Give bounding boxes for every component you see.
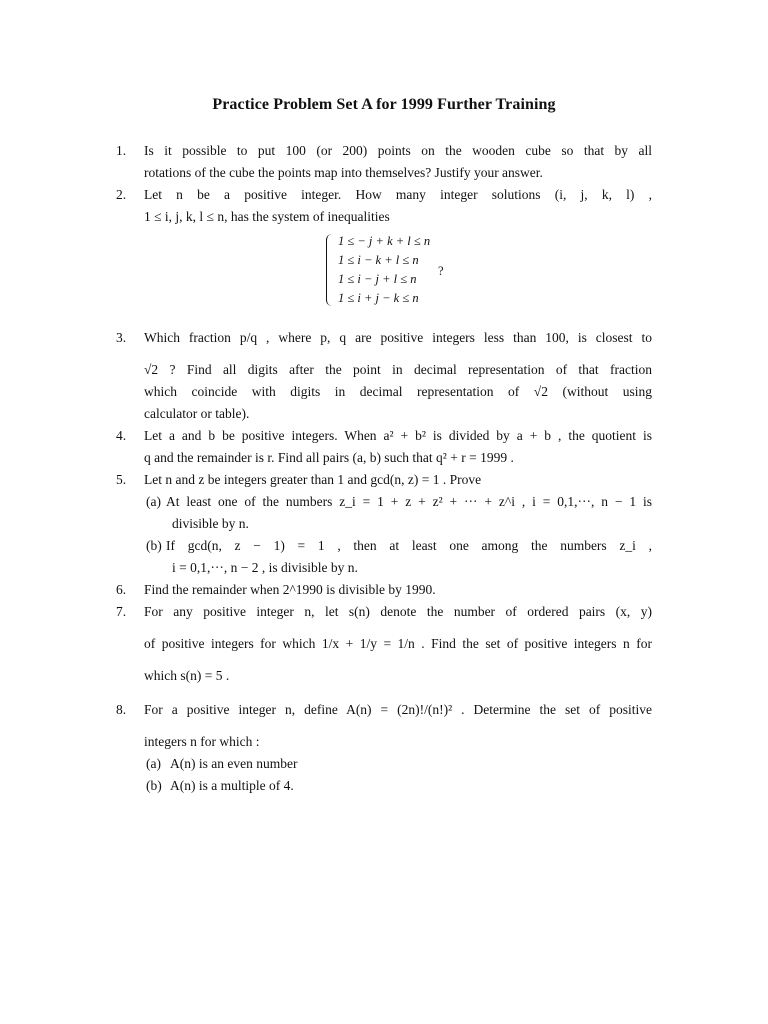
problem-text-line: For any positive integer n, let s(n) denote the number of ordered pairs (x, y): [144, 604, 652, 619]
inequality-system: [326, 232, 430, 308]
inequality-row: 1 ≤ i + j − k ≤ n: [338, 291, 419, 305]
part-text: A(n) is a multiple of 4.: [170, 778, 294, 793]
problem-text-line: rotations of the cube the points map into themselves? Justify your answer.: [144, 165, 543, 180]
problem-text-line: which coincide with digits in decimal representation of √2 (without using: [144, 384, 652, 399]
inequality-row: 1 ≤ i − j + l ≤ n: [338, 272, 417, 286]
problem-text-line: Is it possible to put 100 (or 200) points on the wooden cube so that by all: [144, 143, 652, 158]
problem-text-line: Let n and z be integers greater than 1 and gcd(n, z) = 1 . Prove: [144, 472, 482, 487]
problem-text-line: Let a and b be positive integers. When a² + b² is divided by a + b , the quotient is: [144, 428, 652, 443]
problem-number: 8.: [116, 702, 127, 717]
problem-number: 6.: [116, 582, 127, 597]
problem-text-line: Which fraction p/q , where p, q are positive integers less than 100, is closest to: [144, 330, 652, 345]
problem-number: 1.: [116, 143, 127, 158]
problem-text-line: q and the remainder is r. Find all pairs (a, b) such that q² + r = 1999 .: [144, 450, 514, 465]
problem-text-line: of positive integers for which 1/x + 1/y = 1/n . Find the set of positive integers n for: [144, 636, 652, 651]
problem-number: 2.: [116, 187, 127, 202]
inequality-row: 1 ≤ i − k + l ≤ n: [338, 253, 419, 267]
problem-number: 4.: [116, 428, 127, 443]
problem-text-line: which s(n) = 5 .: [144, 668, 230, 683]
problem-number: 5.: [116, 472, 127, 487]
part-text-line: If gcd(n, z − 1) = 1 , then at least one among the numbers z_i ,: [166, 538, 652, 553]
system-question-mark: ?: [438, 264, 444, 278]
part-label: (a): [146, 756, 161, 771]
part-label: (b): [146, 778, 162, 793]
page-title: Practice Problem Set A for 1999 Further Training: [212, 96, 556, 113]
part-label: (b): [146, 538, 162, 553]
problem-text-line: Find the remainder when 2^1990 is divisible by 1990.: [144, 582, 436, 597]
inequality-row: 1 ≤ − j + k + l ≤ n: [338, 234, 431, 248]
problem-number: 3.: [116, 330, 127, 345]
problem-number: 7.: [116, 604, 127, 619]
problem-text-line: √2 ? Find all digits after the point in decimal representation of that fraction: [144, 362, 652, 377]
problem-text-line: For a positive integer n, define A(n) = (2n)!/(n!)² . Determine the set of positive: [144, 702, 652, 717]
problem-text-line: 1 ≤ i, j, k, l ≤ n, has the system of inequalities: [144, 209, 390, 224]
problem-text-line: Let n be a positive integer. How many integer solutions (i, j, k, l) ,: [144, 187, 652, 202]
problem-text-line: integers n for which :: [144, 734, 260, 749]
part-text-line: At least one of the numbers z_i = 1 + z + z² + ··· + z^i , i = 0,1,···, n − 1 is: [166, 494, 652, 509]
part-label: (a): [146, 494, 161, 509]
part-text-line: divisible by n.: [172, 516, 249, 531]
part-text: A(n) is an even number: [170, 756, 298, 771]
part-text-line: i = 0,1,···, n − 2 , is divisible by n.: [172, 560, 358, 575]
problem-text-line: calculator or table).: [144, 406, 250, 421]
